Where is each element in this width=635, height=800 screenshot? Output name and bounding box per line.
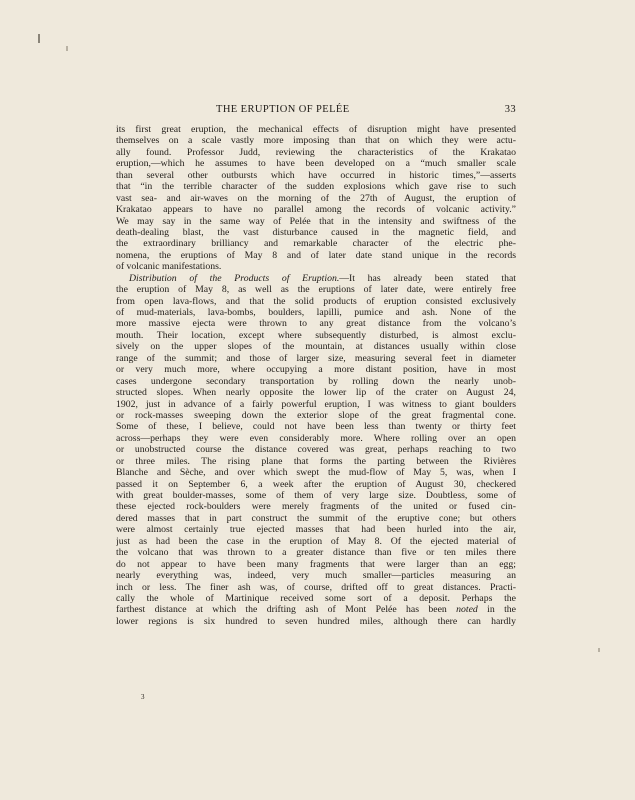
text-line: with great boulder-masses, some of them of very large size. Doubtless, some of	[116, 490, 516, 501]
text-line: inch or less. The finer ash was, of course, drifted off to great distances. Practi-	[116, 581, 516, 593]
text-line: death-dealing blast, the vast disturbance caused in the magnetic field, and	[116, 226, 516, 238]
text-line: were almost certainly true ejected masses that had been hurled into the air,	[116, 524, 516, 536]
text-line: cases undergone secondary transportation by rolling down the nearly unob-	[116, 375, 516, 387]
text-line: vast sea- and air-waves on the morning of the 27th of August, the eruption of	[116, 192, 516, 204]
text-line: We may say in the same way of Pelée that in the intensity and swiftness of the	[116, 215, 516, 227]
text-line: 1902, just in advance of a fairly powerful eruption, I was witness to giant boulders	[116, 398, 516, 410]
text-line: Some of these, I believe, could not have been less than twenty or thirty feet	[116, 421, 516, 433]
text-line: structed slopes. When nearly opposite the lower lip of the crater on August 24,	[116, 387, 516, 399]
scan-mark	[38, 34, 40, 43]
text-line: than several other outbursts which have occurred in historic times,”—asserts	[116, 169, 516, 181]
text-line: Distribution of the Products of Eruption.—It has already been stated that	[129, 272, 516, 284]
text-line: passed it on September 6, a week after the eruption of August 30, checkered	[116, 478, 516, 490]
text-line: that “in the terrible character of the sudden explosions which gave rise to such	[116, 181, 516, 193]
text-line: or very much more, where occupying a more distant position, have in most	[116, 364, 516, 376]
text-line: sively on the upper slopes of the mountain, at distances usually within close	[116, 341, 516, 353]
text-line: range of the summit; and those of larger size, measuring several feet in diameter	[116, 352, 516, 364]
text-line: Blanche and Sèche, and over which swept the mud-flow of May 5, was, when I	[116, 467, 516, 479]
text-line: the volcano that was thrown to a greater distance than five or ten miles there	[116, 547, 516, 559]
text-line: lower regions is six hundred to seven hundred miles, although there can hardly	[116, 615, 516, 627]
text-line: do not appear to have been many fragments that were larger than an egg;	[116, 558, 516, 570]
running-title: THE ERUPTION OF PELÉE	[216, 104, 350, 115]
text-line: dered masses that in part construct the summit of the eruptive cone; but others	[116, 512, 516, 524]
body-text	[116, 124, 516, 627]
text-line: mouth. Their location, except where subsequently disturbed, is almost exclu-	[116, 329, 516, 341]
page-number: 33	[504, 104, 516, 115]
text-line: across—perhaps they were even considerably more. Where rolling over an open	[116, 432, 516, 444]
text-line: or rock-masses sweeping down the exterior slope of the great fragmental cone.	[116, 409, 516, 421]
text-line: the extraordinary brilliancy and remarkable character of the electric phe-	[116, 238, 516, 250]
text-line: ally found. Professor Judd, reviewing the characteristics of the Krakatao	[116, 146, 516, 158]
text-line: cally the whole of Martinique received some sort of a deposit. Perhaps the	[116, 592, 516, 604]
text-line: nomena, the eruptions of May 8 and of later date stand unique in the records	[116, 249, 516, 261]
text-line: more massive ejecta were thrown to any great distance from the volcano’s	[116, 318, 516, 330]
scan-mark	[598, 648, 600, 652]
text-line: just as had been the case in the eruption of May 8. Of the ejected material of	[116, 535, 516, 547]
text-line: these ejected rock-boulders were merely fragments of the united or fused cin-	[116, 501, 516, 513]
text-line: of volcanic manifestations.	[116, 261, 222, 273]
text-line: the eruption of May 8, as well as the eruptions of later date, were entirely free	[116, 284, 516, 296]
text-line: its first great eruption, the mechanical effects of disruption might have presented	[116, 124, 516, 135]
text-line: themselves on a scale vastly more imposing than that on which they were actu-	[116, 135, 516, 147]
scan-mark	[66, 46, 68, 51]
text-line: eruption,—which he assumes to have been developed on a “much smaller scale	[116, 158, 516, 170]
text-line: or unobstructed course the distance covered was great, perhaps reaching to two	[116, 444, 516, 456]
text-line: or three miles. The rising plane that forms the parting between the Rivières	[116, 455, 516, 467]
running-head	[116, 104, 516, 118]
text-line: farthest distance at which the drifting ash of Mont Pelée has been noted in the	[116, 604, 516, 616]
text-line: nearly everything was, indeed, very much smaller—particles measuring an	[116, 570, 516, 582]
text-line: of mud-materials, lava-bombs, boulders, lapilli, pumice and ash. None of the	[116, 307, 516, 318]
text-line: Krakatao appears to have no parallel among the records of volcanic activity.”	[116, 204, 516, 216]
text-line: from open lava-flows, and that the solid products of eruption consisted exclusively	[116, 295, 516, 307]
signature-mark: 3	[141, 693, 145, 701]
